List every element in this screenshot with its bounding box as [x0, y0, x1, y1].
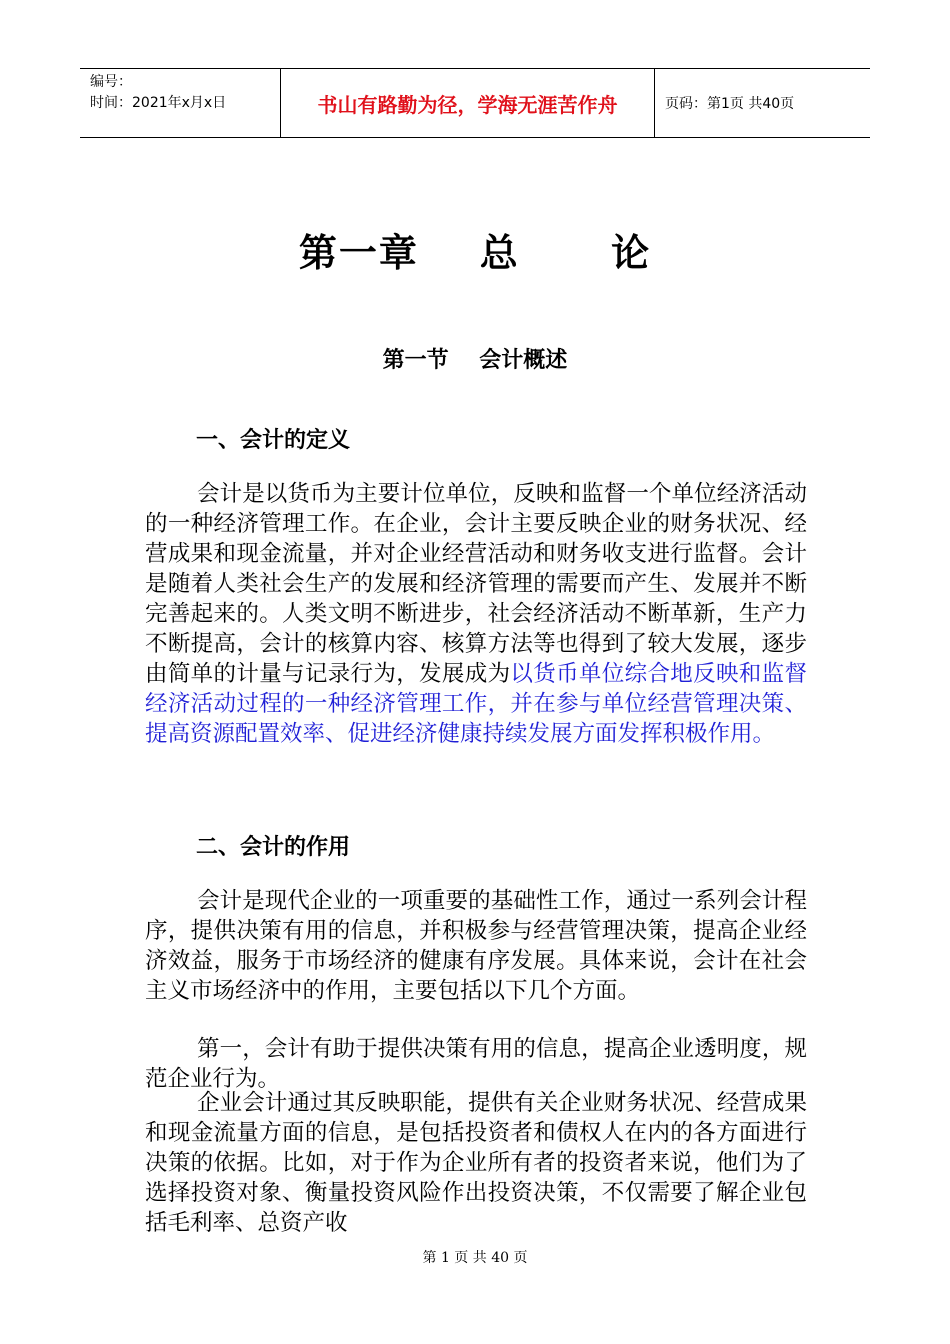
heading-definition: 一、会计的定义: [196, 428, 351, 453]
section-title: 第一节 会计概述: [382, 348, 568, 373]
document-number-label: 编号：: [90, 74, 132, 90]
page-header: [80, 68, 870, 138]
paragraph-definition-text: 会计是以货币为主要计位单位，反映和监督一个单位经济活动的一种经济管理工作。在企业，会计主要反映企业的财务状况、经营成果和现金流量，并对企业经营活动和财务收支进行监督。会计是随着人类社会生产的发展和经济管理的需要而产生、发展并不断完善起来的。人类文明不断进步，社会经济活动不断革新，生产力不断提高，会计的核算内容、核算方法等也得到了较大发展，逐步由简单的计量与记录行为，发展成为: [145, 481, 807, 687]
paragraph-role-1: 会计是现代企业的一项重要的基础性工作，通过一系列会计程序，提供决策有用的信息，并积极参与经营管理决策，提高企业经济效益，服务于市场经济的健康有序发展。具体来说，会计在社会主义市场经济中的作用，主要包括以下几个方面。: [145, 888, 807, 1004]
paragraph-role-3: 企业会计通过其反映职能，提供有关企业财务状况、经营成果和现金流量方面的信息，是包括投资者和债权人在内的各方面进行决策的依据。比如，对于作为企业所有者的投资者来说，他们为了选择投资对象、衡量投资风险作出投资决策，不仅需要了解企业包括毛利率、总资产收: [145, 1090, 807, 1236]
document-time-label: 时间：2021年x月x日: [90, 95, 227, 111]
paragraph-role-2: 第一，会计有助于提供决策有用的信息，提高企业透明度，规范企业行为。: [145, 1036, 807, 1092]
chapter-title: 第一章 总 论: [298, 231, 652, 275]
page-footer: 第 1 页 共 40 页: [422, 1250, 528, 1266]
header-meta-cell: [80, 69, 281, 137]
paragraph-definition: [145, 479, 807, 749]
header-motto: 书山有路勤为径，学海无涯苦作舟: [281, 69, 655, 137]
paragraph-definition-highlight: 以货币单位综合地反映和监督经济活动过程的一种经济管理工作，并在参与单位经营管理决策、提高资源配置效率、促进经济健康持续发展方面发挥积极作用。: [145, 661, 807, 747]
heading-role: 二、会计的作用: [196, 835, 351, 860]
header-page-info: 页码：第1页 共40页: [665, 96, 795, 112]
